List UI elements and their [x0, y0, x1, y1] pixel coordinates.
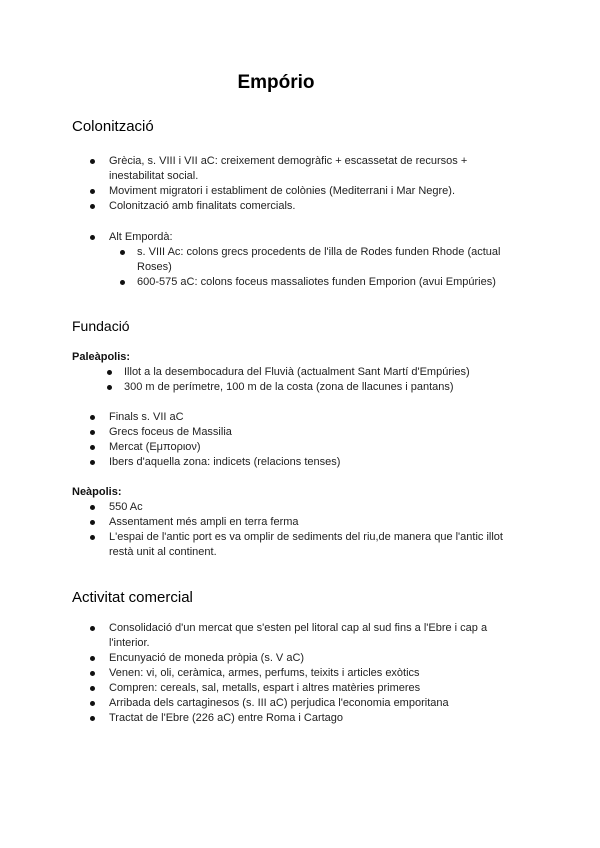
list-item: 550 Ac: [109, 500, 509, 515]
neapolis-list: [109, 500, 509, 560]
section-heading-fundacio: Fundació: [72, 318, 130, 334]
list-item: Mercat (Εμποριον): [109, 440, 509, 455]
list-item: Finals s. VII aC: [109, 410, 509, 425]
list-item: s. VIII Ac: colons grecs procedents de l'illa de Rodes funden Rhode (actual Roses): [137, 245, 527, 275]
list-item: Illot a la desembocadura del Fluvià (actualment Sant Martí d'Empúries): [124, 365, 514, 380]
list-item: Encunyació de moneda pròpia (s. V aC): [109, 651, 509, 666]
neapolis-label: Neàpolis:: [72, 486, 122, 498]
list-item: 300 m de perímetre, 100 m de la costa (zona de llacunes i pantans): [124, 380, 514, 395]
list-item: Ibers d'aquella zona: indicets (relacions tenses): [109, 455, 509, 470]
emporda-sublist: [137, 245, 527, 290]
section-heading-activitat: Activitat comercial: [72, 589, 193, 606]
paleapolis-label: Paleàpolis:: [72, 351, 131, 363]
list-item: Venen: vi, oli, ceràmica, armes, perfums, teixits i articles exòtics: [109, 666, 509, 681]
fundacio-list: [109, 410, 509, 470]
colonitzacio-list: [109, 154, 509, 214]
list-item: Assentament més ampli en terra ferma: [109, 515, 509, 530]
paleapolis-list: [124, 365, 514, 395]
list-item: Moviment migratori i establiment de colònies (Mediterrani i Mar Negre).: [109, 184, 509, 199]
activitat-list: [109, 621, 509, 726]
list-item: Consolidació d'un mercat que s'esten pel litoral cap al sud fins a l'Ebre i cap a l'interior.: [109, 621, 509, 651]
list-item: Colonització amb finalitats comercials.: [109, 199, 509, 214]
list-item: Arribada dels cartaginesos (s. III aC) perjudica l'economia emporitana: [109, 696, 509, 711]
section-heading-colonitzacio: Colonització: [72, 118, 154, 135]
page-title: Empório: [237, 72, 315, 93]
list-item: Grecs foceus de Massilia: [109, 425, 509, 440]
list-item: 600-575 aC: colons foceus massaliotes funden Emporion (avui Empúries): [137, 275, 527, 290]
list-item: Grècia, s. VIII i VII aC: creixement demogràfic + escassetat de recursos + inestabilitat social.: [109, 154, 509, 184]
list-item: Alt Empordà:: [109, 230, 509, 245]
list-item: L'espai de l'antic port es va omplir de sediments del riu,de manera que l'antic illot restà unit al continent.: [109, 530, 509, 560]
list-item: Compren: cereals, sal, metalls, espart i altres matèries primeres: [109, 681, 509, 696]
emporda-list: [109, 230, 509, 245]
list-item: Tractat de l'Ebre (226 aC) entre Roma i Cartago: [109, 711, 509, 726]
